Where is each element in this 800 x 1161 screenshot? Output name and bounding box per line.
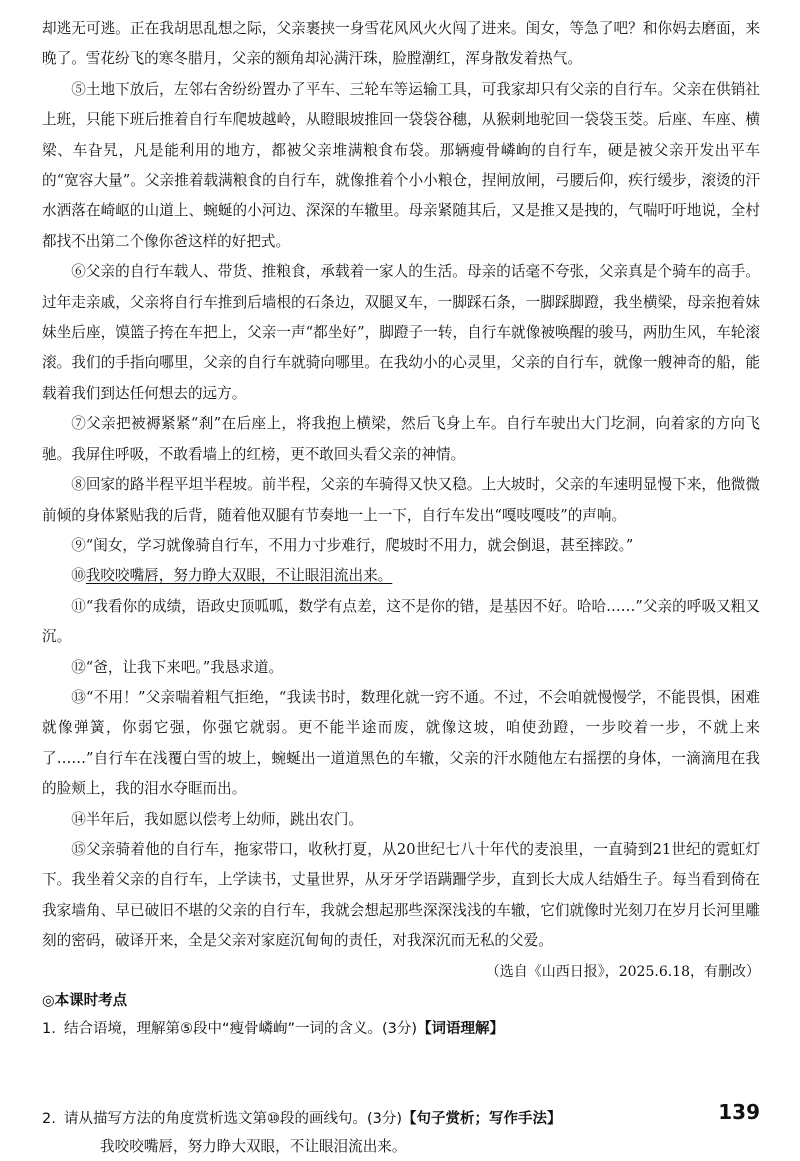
paragraph-14: ⑭半年后，我如愿以偿考上幼师，跳出农门。 bbox=[71, 810, 364, 828]
underlined-sentence: 我咬咬嘴唇，努力睁大双眼，不让眼泪流出来。 bbox=[85, 567, 393, 585]
question-2-tag: 【句子赏析；写作手法】 bbox=[402, 1110, 562, 1127]
paragraph-11: ⑪“我看你的成绩，语政史顶呱呱，数学有点差，这不是你的错，是基因不好。哈哈……”父亲的呼吸又粗又沉。 bbox=[42, 597, 760, 646]
question-1-text: 结合语境，理解第⑤段中“瘦骨嶙峋”一词的含义。(3分) bbox=[64, 1020, 418, 1037]
question-1-number: 1. bbox=[42, 1020, 56, 1037]
question-1 bbox=[42, 1015, 760, 1043]
paragraph-13: ⑬“不用！”父亲喘着粗气拒绝，“我读书时，数理化就一窍不通。不过，不会咱就慢慢学，不能畏惧，困难就像弹簧，你弱它强，你强它就弱。更不能半途而废，就像这坡，咱使劲蹬，一步咬着一步，不就上来了……”自行车在浅覆白雪的坡上，蜿蜒出一道道黑色的车辙，父亲的汗水随他左右摇摆的身体，一滴滴甩在我的脸颊上，我的泪水夺眶而出。 bbox=[42, 688, 760, 798]
paragraph-5: ⑤土地下放后，左邻右舍纷纷置办了平车、三轮车等运输工具，可我家却只有父亲的自行车。父亲在供销社上班，只能下班后推着自行车爬坡越岭，从瞪眼坡推回一袋袋谷穗，从猴刺地驼回一袋袋玉茭。后座、车座、横梁、车旮旯，凡是能利用的地方，都被父亲堆满粮食布袋。那辆瘦骨嶙峋的自行车，硬是被父亲开发出平车的“宽容大量”。父亲推着载满粮食的自行车，就像推着个小小粮仓，捏闸放闸，弓腰后仰，疾行缓步，滚烫的汗水洒落在崎岖的山道上、蜿蜒的小河边、深深的车辙里。母亲紧随其后，又是推又是拽的，气喘吁吁地说，全村都找不出第二个像你爸这样的好把式。 bbox=[42, 80, 760, 250]
section-title: ◎本课时考点 bbox=[42, 992, 128, 1009]
paragraph-15: ⑮父亲骑着他的自行车，拖家带口，收秋打夏，从20世纪七八十年代的麦浪里，一直骑到21世纪的霓虹灯下。我坐着父亲的自行车，上学读书，丈量世界，从牙牙学语蹒跚学步，直到长大成人结婚生子。每当看到倚在我家墙角、早已破旧不堪的父亲的自行车，我就会想起那些深深浅浅的车辙，它们就像时光刻刀在岁月长河里雕刻的密码，破译开来，全是父亲对家庭沉甸甸的责任，对我深沉而无私的父爱。 bbox=[42, 840, 760, 950]
paragraph-6: ⑥父亲的自行车载人、带货、推粮食，承载着一家人的生活。母亲的话毫不夸张，父亲真是个骑车的高手。过年走亲戚，父亲将自行车推到后墙根的石条边，双腿叉车，一脚踩石条，一脚踩脚蹬，我坐横梁，母亲抱着妹妹坐后座，馍篮子挎在车把上，父亲一声“都坐好”，脚蹬子一转，自行车就像被唤醒的骏马，两肋生风，车轮滚滚。我们的手指向哪里，父亲的自行车就骑向哪里。在我幼小的心灵里，父亲的自行车，就像一艘神奇的船，能载着我们到达任何想去的远方。 bbox=[42, 263, 760, 402]
paragraph-9: ⑨“闺女，学习就像骑自行车，不用力寸步难行，爬坡时不用力，就会倒退，甚至摔跤。” bbox=[71, 536, 634, 554]
intro-paragraph: 却逃无可逃。正在我胡思乱想之际，父亲裹挟一身雪花风风火火闯了进来。闺女，等急了吧？和你妈去磨面，来晚了。雪花纷飞的寒冬腊月，父亲的额角却沁满汗珠，脸膛潮红，浑身散发着热气。 bbox=[42, 20, 760, 68]
paragraph-10-number: ⑩ bbox=[71, 567, 86, 585]
paragraph-12: ⑫“爸，让我下来吧。”我恳求道。 bbox=[71, 658, 284, 676]
question-2-quote: 我咬咬嘴唇，努力睁大双眼，不让眼泪流出来。 bbox=[100, 1137, 407, 1155]
paragraph-8: ⑧回家的路半程平坦半程坡。前半程，父亲的车骑得又快又稳。上大坡时，父亲的车速明显慢下来，他微微前倾的身体紧贴我的后背，随着他双腿有节奏地一上一下，自行车发出“嘎吱嘎吱”的声响。 bbox=[42, 476, 760, 524]
paragraph-10 bbox=[42, 561, 760, 591]
question-1-tag: 【词语理解】 bbox=[417, 1020, 505, 1037]
page-content bbox=[42, 14, 760, 1161]
question-2-number: 2. bbox=[42, 1110, 56, 1127]
paragraph-7: ⑦父亲把被褥紧紧“刹”在后座上，将我抱上横梁，然后飞身上车。自行车驶出大门圪洞，向着家的方向飞驰。我屏住呼吸，不敢看墙上的红榜，更不敢回头看父亲的神情。 bbox=[42, 415, 760, 463]
page-number: 139 bbox=[718, 1100, 760, 1124]
question-2-text: 请从描写方法的角度赏析选文第⑩段的画线句。(3分) bbox=[64, 1110, 403, 1127]
question-2 bbox=[42, 1105, 760, 1133]
article-source: （选自《山西日报》，2025.6.18，有删改） bbox=[485, 963, 760, 980]
answer-space-1 bbox=[42, 1043, 760, 1105]
